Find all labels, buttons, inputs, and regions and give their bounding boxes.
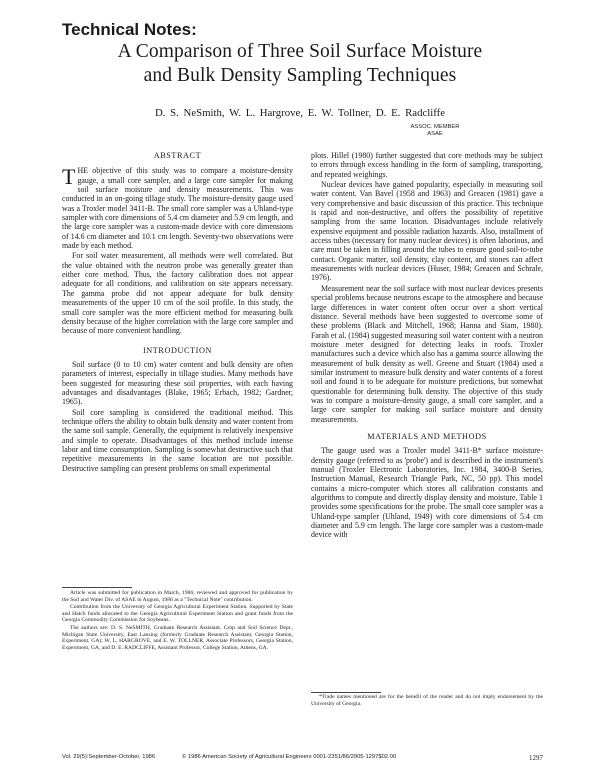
abstract-paragraph-1 <box>62 166 293 250</box>
nuclear-devices-paragraph: Nuclear devices have gained popularity, especially in measuring soil water content. Van Bavel (1958 and 1963) and Greacen (1981) gave a very comprehensive and basic discussion of this practice. This technique is rapid and non-destructive, and offers the possibility of repetitive sampling from the same location. Disadvantages include relatively expensive equipment and possible radiation hazards. Also, installment of access tubes (necessary for many nuclear devices) is often laborious, and care must be taken in filling around the tubes to ensure good soil-to-tube contact. Organic matter, soil density, clay content, and stones can affect measurements with nuclear devices (Huser, 1984; Greacen and Schrale, 1976). <box>311 180 543 283</box>
introduction-paragraph-2: Soil core sampling is considered the traditional method. This technique offers the ability to obtain bulk density and water content from the same soil sample. Generally, the equipment is relatively inexpensive and simple to operate. Disadvantages of this method include intense labor and time consumption. Sampling is somewhat destructive such that repetitive measurements in the same location are not possible. Destructive sampling can present problems on small experimental <box>62 407 293 473</box>
trade-footnote-divider <box>311 692 381 693</box>
author-list: D. S. NeSmith, W. L. Hargrove, E. W. Tollner, D. E. Radcliffe <box>154 107 446 119</box>
footnote-authors: The authors are: D. S. NeSMITH, Graduate Research Assistant, Crop and Soil Science Dept., Michigan State University, East Lansing (formerly Graduate Research Assistant, Georgia Station, Experiment, GA); W. L. HARGROVE, and E. W. TOLLNER, Associate Professors, Georgia Station, Experiment, GA, and D. E. RADCLIFFE, Assistant Professor, College Station, Athens, GA. <box>62 625 293 651</box>
membership-note <box>395 124 475 138</box>
paper-title-line-2: and Bulk Density Sampling Techniques <box>143 65 457 86</box>
abstract-heading: ABSTRACT <box>153 151 202 160</box>
copyright-line: © 1986 American Society of Agricultural Engineers 0001-2351/86/2905-1297$02.00 <box>182 754 397 760</box>
abstract-body: moisture-density gauge, a small core sampler, and a large core sampler for making soil surface moisture and density measurements. This was conducted in an on-going tillage study. The moisture-density gauge used was a Troxler model 3411-B. The small core sampler was a Uhland-type sampler with core dimensions of 5.4 cm diameter and 5.9 cm length, and the large core sampler was a custom-made device with core dimensions of 14.6 cm diameter and 10.1 cm length. Seventy-two observations were made by each method. <box>62 166 293 251</box>
abstract-first-line: HE objective of this study was to compare a <box>77 166 236 176</box>
footnotes <box>62 590 293 652</box>
introduction-heading: INTRODUCTION <box>142 345 213 355</box>
drop-cap: T <box>62 164 76 190</box>
trade-name-footnote: *Trade names mentioned are for the benefit of the reader and do not imply endorsement by the University of Georgia. <box>311 694 543 707</box>
abstract-paragraph-2: For soil water measurement, all methods were well correlated. But the value obtained with the neutron probe was generally greater than either core method. Thus, the factory calibration does not appear adequate for all conditions, and calibration on site appears necessary. The gamma probe did not appear adequate for bulk density measurements of the upper 10 cm of the soil profile. In this study, the small core sampler was the more efficient method for measuring bulk density because of the higher correlation with the large core sampler and because of more convenient handling. <box>62 251 293 336</box>
page-number: 1297 <box>529 754 543 762</box>
footnote-contribution: Contribution from the University of Georgia Agricultural Experiment Station. Supported by State and Hatch funds allocated to the Georgia Agricultural Experiment Station and grant funds from the Georgia Commodity Commission for Soybeans. <box>62 604 293 624</box>
left-column <box>62 151 293 474</box>
paper-title-line-1: A Comparison of Three Soil Surface Moisture <box>117 41 483 62</box>
methods-heading: MATERIALS AND METHODS <box>367 431 487 441</box>
membership-grade: ASSOC. MEMBER <box>410 124 460 130</box>
section-label: Technical Notes: <box>62 20 197 39</box>
methods-paragraph: The gauge used was a Troxler model 3411-B* surface moisture-density gauge (referred to as 'probe') and is described in the instrument's manual (Troxler Electronic Laboratories, Inc. 1984, 3400-B Series, Instruction Manual, Research Triangle Park, NC, 50 pp). This model contains a micro-computer which stores all calibration constants and algorithms to compute and directly display density and moisture. Table 1 provides some specifications for the probe. The small core sampler was a Uhland-type sampler (Uhland, 1949) with core dimensions of 5.4 cm diameter and 5.9 cm length. The large core sampler was a custom-made device with <box>311 446 543 540</box>
introduction-paragraph-1: Soil surface (0 to 10 cm) water content and bulk density are often parameters of interest, especially in tillage studies. Many methods have been suggested for measuring these soil properties, with each having advantages and disadvantages (Blake, 1965; Erbach, 1982; Gardner, 1965). <box>62 359 293 407</box>
journal-volume: Vol. 29(5):September-October, 1986 <box>62 754 156 760</box>
surface-measurement-paragraph: Measurement near the soil surface with most nuclear devices presents special problems because neutrons escape to the atmosphere and because large differences in water content often occur over a short vertical distance. Several methods have been suggested to overcome some of these problems (Black and Mitchell, 1968; Hanna and Siam, 1980). Farah et al. (1984) suggested measuring soil water content with a neutron moisture meter designed for detecting leaks in roofs. Troxler manufactures such a device which also has a gamma source allowing the measurement of bulk density as well. Greene and Stuart (1984) used a similar instrument to measure bulk density and water contents of a forest soil and found it to be adequate for moisture predictions, but somewhat questionable for determining bulk density. The objective of this study was to compare a moisture-density gauge, a small core sampler, and a large core sampler for making soil surface moisture and density measurements. <box>311 283 543 424</box>
membership-society: ASAE <box>427 131 443 137</box>
footnote-divider <box>62 587 132 588</box>
page-footer <box>62 754 543 762</box>
intro-continued-paragraph: plots. Hillel (1980) further suggested that core methods may be subject to errors through excess handling in the form of sampling, transporting, and repeated weighings. <box>311 151 543 179</box>
right-column <box>311 151 543 541</box>
footnote-submission: Article was submitted for publication in March, 1986; reviewed and approved for publication by the Soil and Water Div. of ASAE in August, 1986 as a "Technical Note" contribution. <box>62 590 293 603</box>
